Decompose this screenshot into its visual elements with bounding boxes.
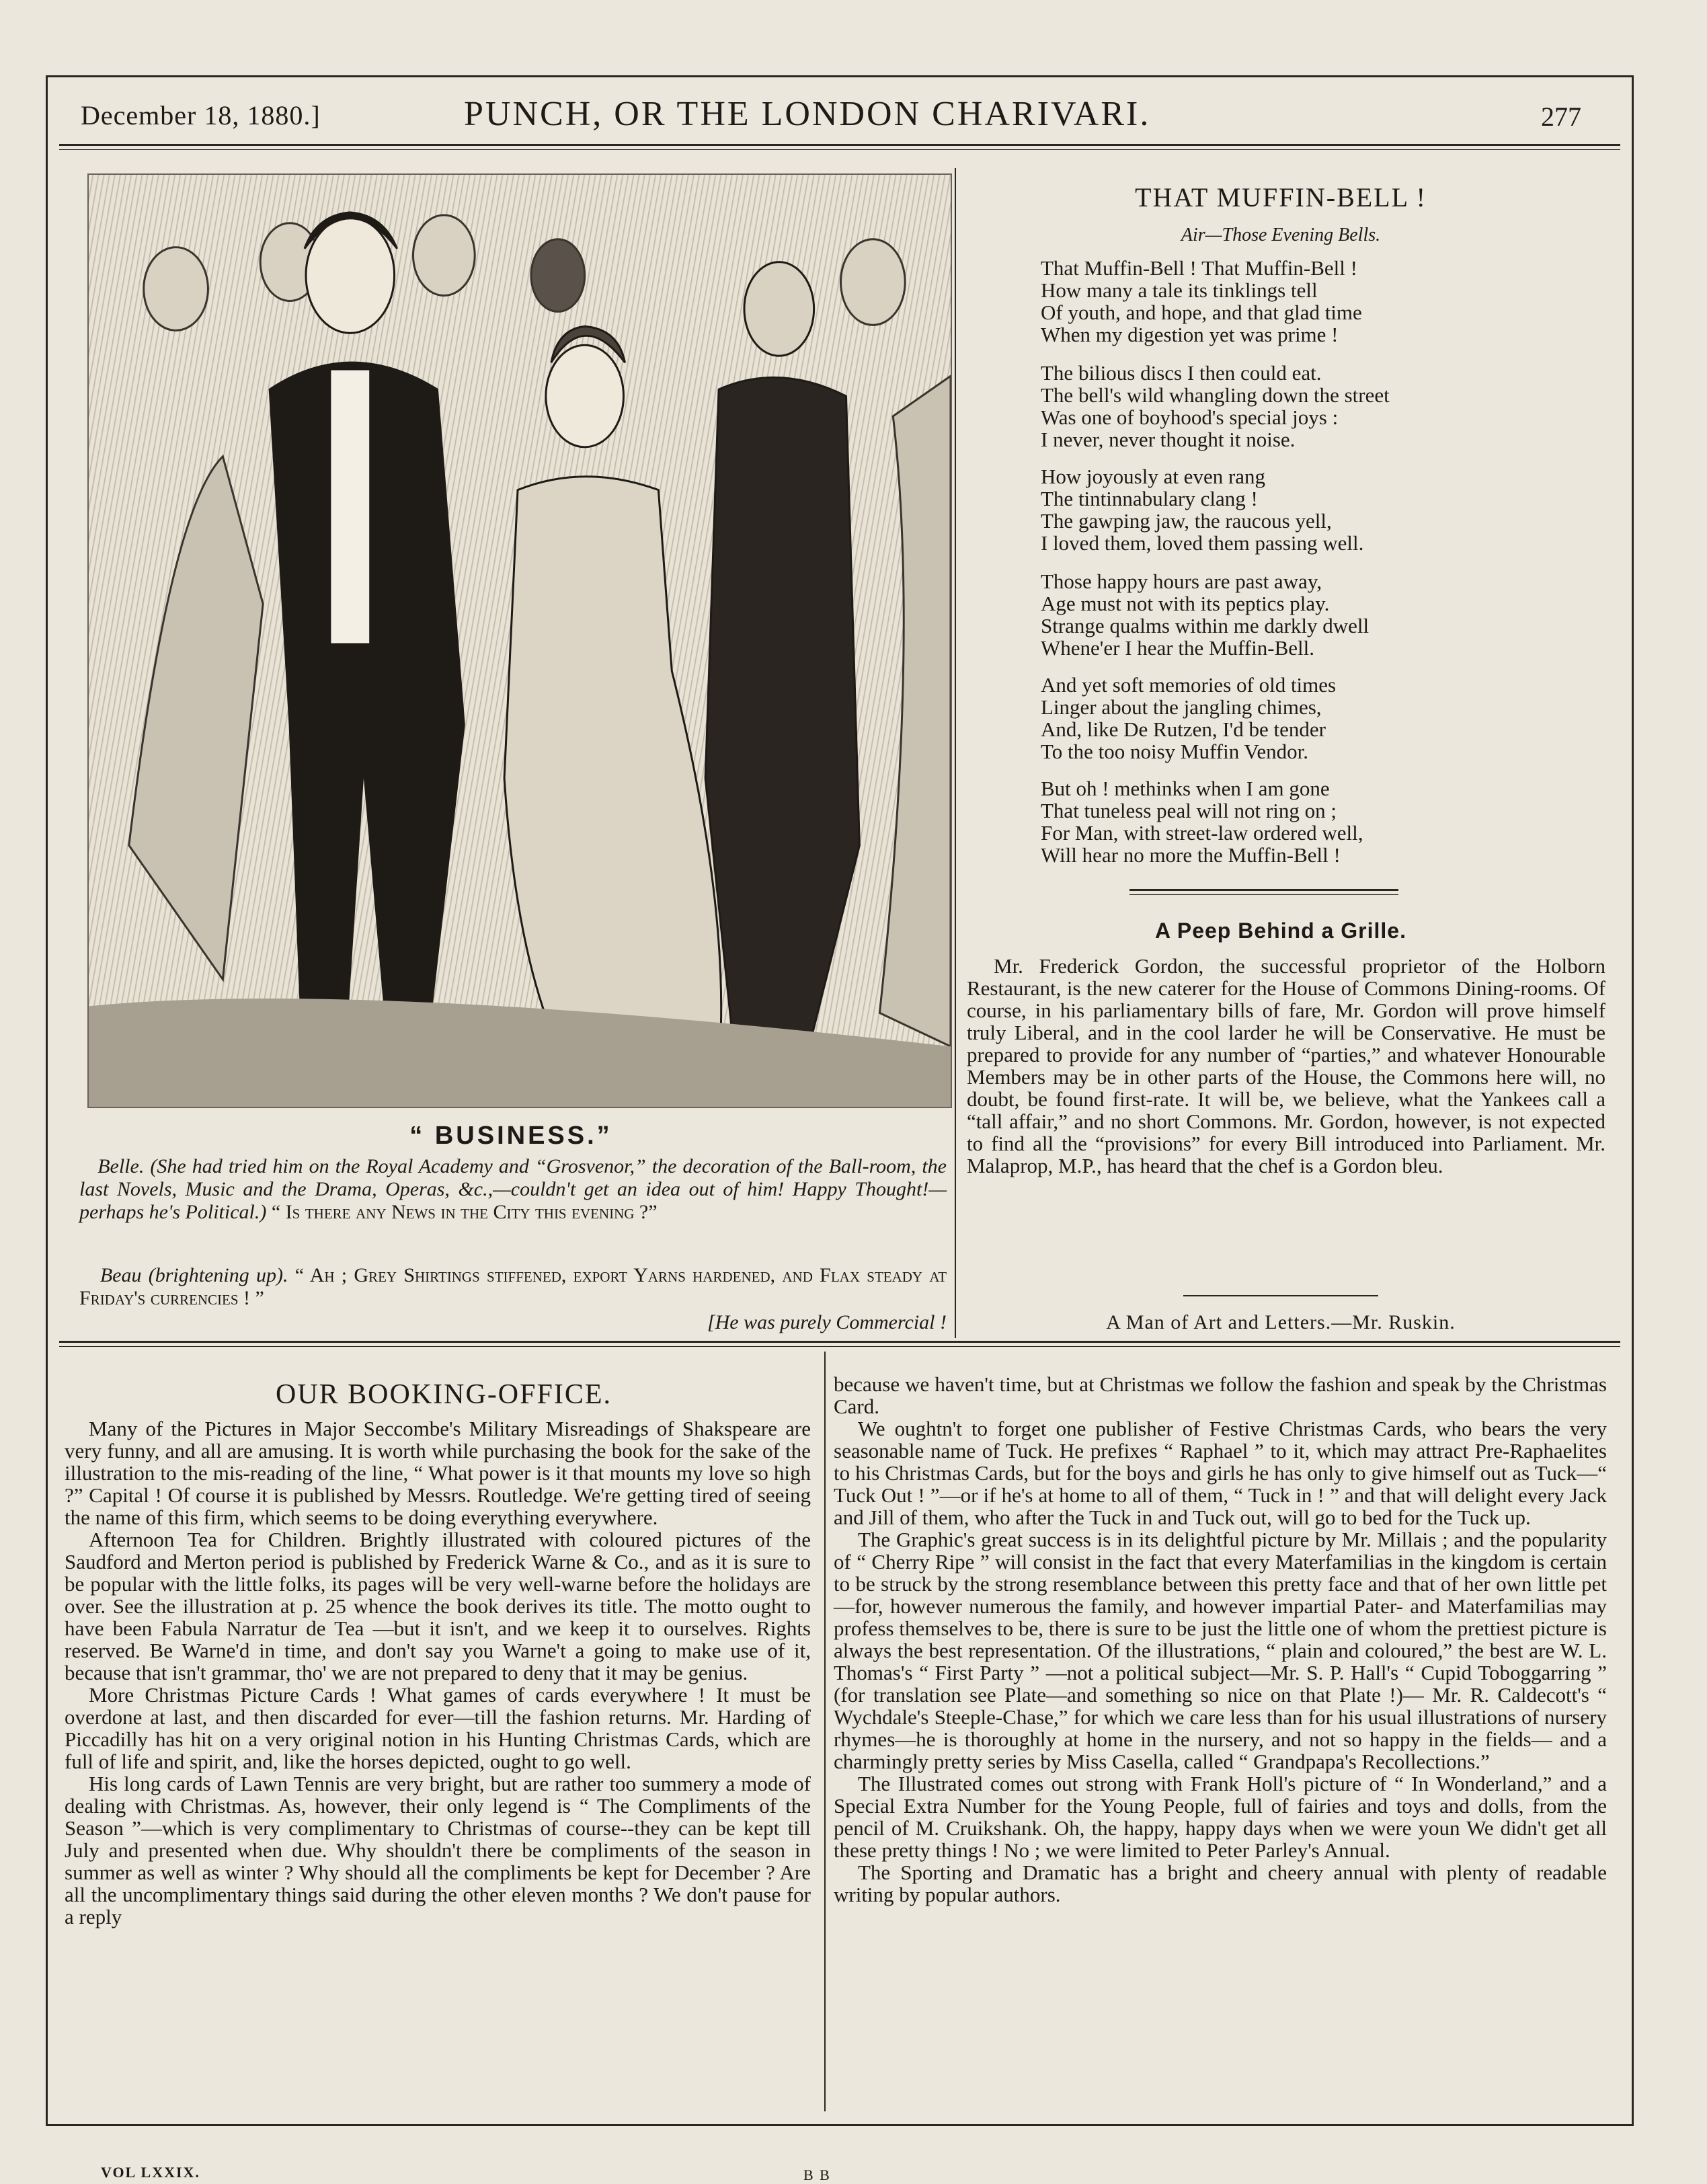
poem-end-rule-thin bbox=[1129, 894, 1398, 895]
periodical-title: PUNCH, OR THE LONDON CHARIVARI. bbox=[464, 95, 1151, 133]
poem-line: How joyously at even rang bbox=[1041, 465, 1266, 488]
cartoon-title: “ BUSINESS.” bbox=[409, 1122, 612, 1150]
poem-stanza bbox=[1041, 362, 1619, 451]
poem-line: The bell's wild whangling down the street bbox=[1041, 383, 1390, 407]
poem-line: Will hear no more the Muffin-Bell ! bbox=[1041, 843, 1341, 867]
issue-date: December 18, 1880.] bbox=[81, 100, 321, 130]
cartoon-illustration bbox=[87, 173, 952, 1108]
booking-paragraph: His long cards of Lawn Tennis are very bright, but are rather too summery a mode of dealing with Christmas. As, however, their only legend is “ The Compliments of the Season ”—which is very complimentary to Christmas of course--they can be kept till July and presented when due. Why shouldn't there be compliments of the season in summer as well as winter ? Why should all the compliments be kept for December ? Are all the uncomplimentary things said during the other eleven months ? We don't pause for a reply bbox=[65, 1772, 811, 1928]
belle-direction: (She had tried him on the Royal Academy and “Grosvenor,” the decoration of the Ball-room, the last Novels, Music and the Drama, Operas, &c.,—couldn't get an idea out of him! Happy Thought!—perhaps he's Political.) bbox=[79, 1155, 947, 1223]
poem-line: But oh ! methinks when I am gone bbox=[1041, 777, 1330, 800]
peep-body: Mr. Frederick Gordon, the successful proprietor of the Holborn Restaurant, is the new caterer for the House of Commons Dining-rooms. Of course, in his parliamentary bills of fare, Mr. Gordon will prove himself truly Liberal, and in the cool larder he will be Conservative. He must be prepared to provide for any number of “parties,” and whatever Honourable Members may be in other parts of the House, the Commons here will, no doubt, be found first-rate. It will be, we believe, what the Yankees call a “tall affair,” and no short Commons. Mr. Gordon, however, is not expected to find all the “provisions” for every Bill introduced into Parliament. Mr. Malaprop, M.P., has heard that the chef is a Gordon bleu. bbox=[967, 954, 1605, 1177]
beau-direction: (brightening up). bbox=[148, 1264, 288, 1286]
poem-line: The gawping jaw, the raucous yell, bbox=[1041, 509, 1332, 533]
poem-stanza bbox=[1041, 257, 1619, 346]
belle-line: “ Is there any News in the City this evening ?” bbox=[271, 1201, 658, 1223]
booking-office-title: OUR BOOKING-OFFICE. bbox=[275, 1379, 612, 1410]
poem-line: That tuneless peal will not ring on ; bbox=[1041, 799, 1337, 822]
poem-stanza bbox=[1041, 777, 1619, 866]
poem-line: Of youth, and hope, and that glad time bbox=[1041, 301, 1362, 324]
poem-stanza bbox=[1041, 570, 1619, 659]
upper-column-divider bbox=[955, 168, 956, 1338]
lower-column-divider bbox=[824, 1352, 826, 2111]
booking-left-column bbox=[65, 1417, 811, 1928]
peep-title: A Peep Behind a Grille. bbox=[1155, 919, 1406, 943]
poem-line: When my digestion yet was prime ! bbox=[1041, 323, 1339, 346]
poem-stanza bbox=[1041, 674, 1619, 763]
poem-stanza bbox=[1041, 465, 1619, 554]
header-rule-thin bbox=[59, 149, 1620, 150]
poem-line: I loved them, loved them passing well. bbox=[1041, 531, 1364, 555]
cartoon-caption-belle bbox=[79, 1155, 947, 1224]
cartoon-caption-beau bbox=[79, 1264, 947, 1310]
poem-line: Age must not with its peptics play. bbox=[1041, 592, 1330, 615]
booking-paragraph: Many of the Pictures in Major Seccombe's Military Misreadings of Shakspeare are very funny, and all are amusing. It is worth while purchasing the book for the sake of the illustration to the mis-reading of the line, “ What power is it that mounts my love so high ?” Capital ! Of course it is published by Messrs. Routledge. We're getting tired of seeing the name of this firm, which seems to be doing everything everywhere. bbox=[65, 1417, 811, 1529]
booking-paragraph: We oughtn't to forget one publisher of Festive Christmas Cards, who bears the very seasonable name of Tuck. He prefixes “ Raphael ” to it, which may attract Pre-Raphaelites to his Christmas Cards, but for the boys and girls he has only to give himself out as Tuck—“ Tuck Out ! ”—or if he's at home to all of them, “ Tuck in ! ” and that will delight every Jack and Jill of them, who after the Tuck in and Tuck out, will go to bed for the Tuck up. bbox=[834, 1417, 1607, 1529]
section-rule-thin bbox=[59, 1346, 1620, 1347]
booking-paragraph: More Christmas Picture Cards ! What games of cards everywhere ! It must be overdone at last, and then discarded for ever—till the fashion returns. Mr. Harding of Piccadilly has hit on a very original notion in his Hunting Christmas Cards, which are full of life and spirit, and, like the horses depicted, ought to go well. bbox=[65, 1683, 811, 1773]
poem-line: To the too noisy Muffin Vendor. bbox=[1041, 740, 1308, 763]
booking-paragraph: The Illustrated comes out strong with Frank Holl's picture of “ In Wonderland,” and a Special Extra Number for the Young People, full of fairies and toys and dolls, from the pencil of M. Cruikshank. Oh, the happy, happy days when we were youn We didn't get all these pretty things ! No ; we were limited to Peter Parley's Annual. bbox=[834, 1772, 1607, 1862]
poem-line: And, like De Rutzen, I'd be tender bbox=[1041, 717, 1326, 741]
poem-line: The bilious discs I then could eat. bbox=[1041, 361, 1322, 385]
volume-label: VOL LXXIX. bbox=[101, 2164, 200, 2181]
signature-mark: B B bbox=[803, 2167, 831, 2183]
poem-line: Whene'er I hear the Muffin-Bell. bbox=[1041, 636, 1314, 660]
booking-right-column bbox=[834, 1373, 1607, 1906]
poem-line: Linger about the jangling chimes, bbox=[1041, 695, 1322, 719]
booking-paragraph: Afternoon Tea for Children. Brightly illustrated with coloured pictures of the Saudford and Merton period is published by Frederick Warne & Co., and as it is sure to be popular with the little folks, its pages will be very well-warne before the holidays are over. See the illustration at p. 25 whence the book derives its title. The motto ought to have been Fabula Narratur de Tea —but it isn't, and we keep it to ourselves. Rights reserved. Be Warne'd in time, and don't say you Warne't a going to make use of it, because that isn't grammar, tho' we are not prepared to deny that it may be genius. bbox=[65, 1528, 811, 1684]
poem-line: Was one of boyhood's special joys : bbox=[1041, 405, 1339, 429]
poem-line: How many a tale its tinklings tell bbox=[1041, 278, 1318, 302]
booking-paragraph: The Graphic's great success is in its delightful picture by Mr. Millais ; and the popularity of “ Cherry Ripe ” will consist in the fact that every Materfamilias in the kingdom is certain to be struck by the strong resemblance between this pretty face and that of her own little pet—for, however numerous the family, and however impartial Pater- and Materfamilias may profess themselves to be, there is sure to be just the little one of whom the prettiest picture is always the best representation. Of the illustrations, “ plain and coloured,” the best are W. L. Thomas's “ First Party ” —not a political subject—Mr. S. P. Hall's “ Cupid Toboggarring ” (for translation see Plate—and something so nice on that Plate !)— Mr. R. Caldecott's “ Wychdale's Steeple-Chase,” for which we care less than for his usual illustrations of nursery rhymes—he is thoroughly at home in the nursery, and not so happy in the fields— and a charmingly pretty series by Miss Casella, called “ Grandpapa's Recollections.” bbox=[834, 1528, 1607, 1773]
poem-line: Strange qualms within me darkly dwell bbox=[1041, 614, 1369, 637]
page-number: 277 bbox=[1541, 102, 1581, 132]
poem-line: That Muffin-Bell ! That Muffin-Bell ! bbox=[1041, 256, 1357, 280]
poem-line: And yet soft memories of old times bbox=[1041, 673, 1337, 697]
header-rule bbox=[59, 144, 1620, 146]
booking-paragraph: The Sporting and Dramatic has a bright and cheery annual with plenty of readable writing by popular authors. bbox=[834, 1861, 1607, 1906]
beau-speaker: Beau bbox=[100, 1264, 142, 1286]
poem-title: THAT MUFFIN-BELL ! bbox=[1135, 182, 1427, 212]
peep-end-rule bbox=[1183, 1295, 1378, 1296]
beau-line: “ Ah ; Grey Shirtings stiffened, export Yarns hardened, and Flax steady at Friday's currencies ! ” bbox=[79, 1264, 947, 1309]
man-of-art-line: A Man of Art and Letters.—Mr. Ruskin. bbox=[1106, 1311, 1456, 1333]
poem-line: For Man, with street-law ordered well, bbox=[1041, 821, 1363, 845]
poem-end-rule bbox=[1129, 889, 1398, 891]
poem-line: The tintinnabulary clang ! bbox=[1041, 487, 1258, 510]
belle-speaker: Belle. bbox=[97, 1155, 145, 1177]
poem-line: Those happy hours are past away, bbox=[1041, 570, 1322, 593]
cartoon-closing: [He was purely Commercial ! bbox=[707, 1311, 947, 1333]
poem-air: Air—Those Evening Bells. bbox=[1181, 225, 1381, 245]
section-rule bbox=[59, 1341, 1620, 1343]
booking-paragraph: because we haven't time, but at Christmas we follow the fashion and speak by the Christmas Card. bbox=[834, 1372, 1607, 1418]
poem-line: I never, never thought it noise. bbox=[1041, 428, 1296, 451]
